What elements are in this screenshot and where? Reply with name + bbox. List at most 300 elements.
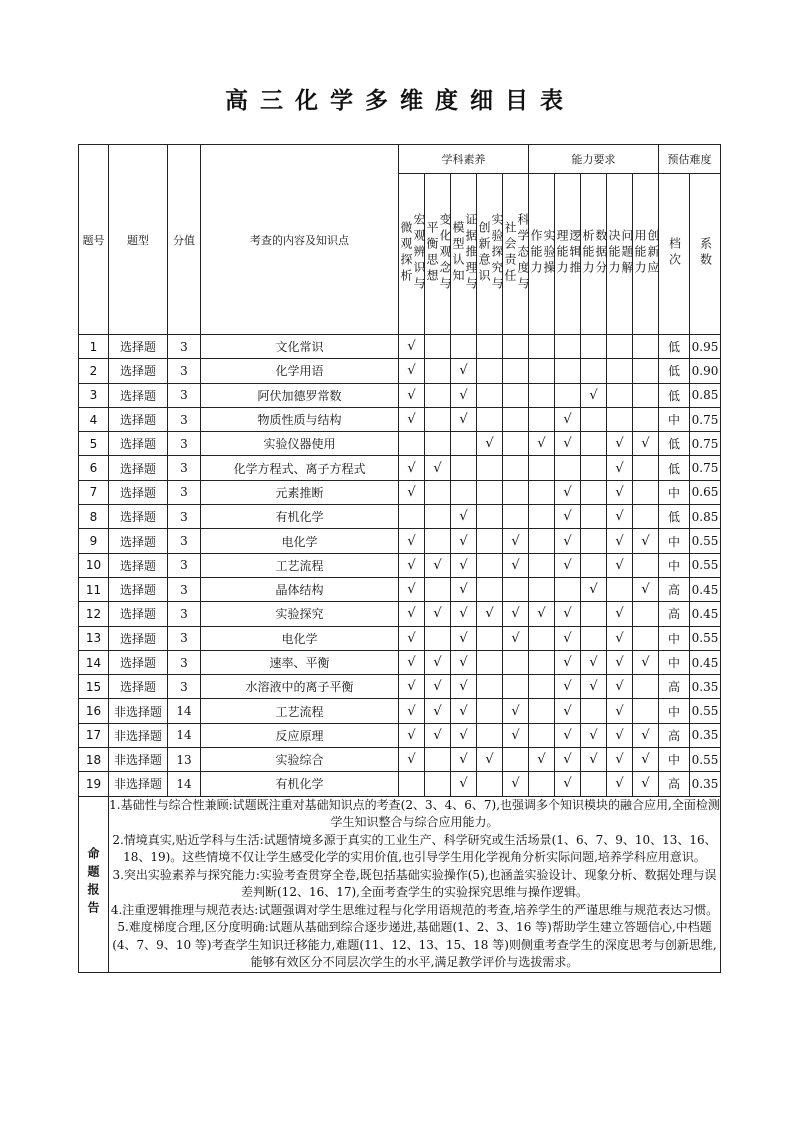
question-score: 3 <box>168 675 201 699</box>
literacy-check-cell: √ <box>451 675 477 699</box>
literacy-check-cell <box>425 748 451 772</box>
ability-check-cell <box>633 699 659 723</box>
report-content <box>109 796 721 972</box>
ability-check-cell <box>633 602 659 626</box>
literacy-check-cell <box>451 480 477 504</box>
literacy-check-cell <box>503 432 529 456</box>
literacy-check-cell <box>503 335 529 359</box>
question-number: 4 <box>79 407 109 431</box>
question-type: 选择题 <box>109 383 168 407</box>
ability-check-cell <box>529 675 555 699</box>
ability-check-cell <box>529 626 555 650</box>
literacy-check-cell: √ <box>425 675 451 699</box>
ability-check-cell <box>633 553 659 577</box>
literacy-check-cell: √ <box>399 723 425 747</box>
literacy-check-cell <box>477 699 503 723</box>
literacy-check-cell: √ <box>451 626 477 650</box>
literacy-check-cell <box>503 359 529 383</box>
literacy-check-cell: √ <box>451 748 477 772</box>
literacy-check-cell: √ <box>399 407 425 431</box>
ability-check-cell: √ <box>529 602 555 626</box>
difficulty-level: 中 <box>659 529 690 553</box>
literacy-check-cell: √ <box>451 723 477 747</box>
ability-check-cell <box>529 505 555 529</box>
literacy-check-cell <box>503 383 529 407</box>
ability-check-cell: √ <box>555 553 581 577</box>
table-row <box>79 529 721 553</box>
literacy-check-cell <box>425 359 451 383</box>
question-number: 2 <box>79 359 109 383</box>
literacy-check-cell <box>503 577 529 601</box>
question-content: 反应原理 <box>201 723 399 747</box>
spec-table <box>78 144 721 973</box>
table-row <box>79 577 721 601</box>
literacy-check-cell: √ <box>399 359 425 383</box>
ability-check-cell: √ <box>607 723 633 747</box>
literacy-check-cell <box>477 407 503 431</box>
literacy-check-cell: √ <box>503 723 529 747</box>
literacy-check-cell <box>477 675 503 699</box>
question-content: 元素推断 <box>201 480 399 504</box>
difficulty-coefficient: 0.85 <box>690 383 721 407</box>
table-row <box>79 723 721 747</box>
question-number: 3 <box>79 383 109 407</box>
literacy-check-cell <box>399 432 425 456</box>
question-number: 12 <box>79 602 109 626</box>
ability-check-cell <box>633 675 659 699</box>
ability-check-cell: √ <box>607 529 633 553</box>
question-number: 1 <box>79 335 109 359</box>
ability-check-cell: √ <box>607 650 633 674</box>
difficulty-level: 高 <box>659 723 690 747</box>
difficulty-coefficient: 0.45 <box>690 650 721 674</box>
ability-check-cell: √ <box>555 699 581 723</box>
ability-check-cell <box>529 699 555 723</box>
ability-check-cell: √ <box>555 505 581 529</box>
question-content: 电化学 <box>201 626 399 650</box>
header-literacy-2: 证据推理与模型认知 <box>451 174 477 335</box>
question-number: 7 <box>79 480 109 504</box>
header-level: 档次 <box>659 174 690 335</box>
header-literacy-0: 宏观辨识与微观探析 <box>399 174 425 335</box>
literacy-check-cell: √ <box>451 383 477 407</box>
report-paragraph: 1.基础性与综合性兼顾:试题既注重对基础知识点的考查(2、3、4、6、7),也强调多个知识模块的融合应用,全面检测学生知识整合与综合应用能力。 <box>109 797 720 830</box>
table-row <box>79 505 721 529</box>
header-ability-1: 逻辑推理能力 <box>555 174 581 335</box>
table-row <box>79 383 721 407</box>
literacy-check-cell: √ <box>399 383 425 407</box>
report-paragraph: 2.情境真实,贴近学科与生活:试题情境多源于真实的工业生产、科学研究或生活场景(1、6、7、9、10、13、16、18、19)。这些情境不仅让学生感受化学的实用价值,也引导学生用化学视角分析实际问题,培养学科应用意识。 <box>112 832 717 865</box>
table-row <box>79 335 721 359</box>
question-content: 工艺流程 <box>201 553 399 577</box>
literacy-check-cell <box>477 505 503 529</box>
ability-check-cell: √ <box>529 748 555 772</box>
header-literacy-1: 变化观念与平衡思想 <box>425 174 451 335</box>
ability-check-cell <box>607 359 633 383</box>
difficulty-coefficient: 0.90 <box>690 359 721 383</box>
ability-check-cell: √ <box>607 602 633 626</box>
question-type: 选择题 <box>109 480 168 504</box>
difficulty-coefficient: 0.55 <box>690 553 721 577</box>
question-type: 非选择题 <box>109 699 168 723</box>
question-type: 选择题 <box>109 650 168 674</box>
literacy-check-cell: √ <box>399 577 425 601</box>
literacy-check-cell <box>503 456 529 480</box>
ability-check-cell <box>529 553 555 577</box>
report-paragraph: 3.突出实验素养与探究能力:实验考查贯穿全卷,既包括基础实验操作(5),也涵盖实验设计、现象分析、数据处理与误差判断(12、16、17),全面考查学生的实验探究思维与操作逻辑。 <box>112 867 717 900</box>
literacy-check-cell: √ <box>477 748 503 772</box>
ability-check-cell <box>607 407 633 431</box>
ability-check-cell: √ <box>581 650 607 674</box>
ability-check-cell: √ <box>607 675 633 699</box>
literacy-check-cell: √ <box>503 699 529 723</box>
question-content: 有机化学 <box>201 505 399 529</box>
literacy-check-cell <box>425 529 451 553</box>
literacy-check-cell: √ <box>451 699 477 723</box>
header-literacy-4: 科学态度与社会责任 <box>503 174 529 335</box>
ability-check-cell <box>529 577 555 601</box>
ability-check-cell: √ <box>555 480 581 504</box>
question-content: 实验探究 <box>201 602 399 626</box>
ability-check-cell <box>633 626 659 650</box>
ability-check-cell: √ <box>607 432 633 456</box>
literacy-check-cell: √ <box>451 359 477 383</box>
question-number: 17 <box>79 723 109 747</box>
table-row <box>79 602 721 626</box>
literacy-check-cell <box>477 456 503 480</box>
literacy-check-cell: √ <box>503 772 529 796</box>
question-score: 3 <box>168 626 201 650</box>
difficulty-coefficient: 0.55 <box>690 626 721 650</box>
literacy-check-cell: √ <box>399 626 425 650</box>
ability-check-cell: √ <box>607 505 633 529</box>
ability-check-cell: √ <box>633 577 659 601</box>
literacy-check-cell <box>477 626 503 650</box>
ability-check-cell <box>607 577 633 601</box>
literacy-check-cell: √ <box>399 650 425 674</box>
question-content: 阿伏加德罗常数 <box>201 383 399 407</box>
report-label: 命题报告 <box>79 796 109 972</box>
question-content: 实验综合 <box>201 748 399 772</box>
literacy-check-cell <box>425 432 451 456</box>
header-ability-4: 创新应用能力 <box>633 174 659 335</box>
difficulty-coefficient: 0.35 <box>690 772 721 796</box>
ability-check-cell: √ <box>581 577 607 601</box>
literacy-check-cell <box>425 577 451 601</box>
difficulty-level: 低 <box>659 359 690 383</box>
question-type: 非选择题 <box>109 723 168 747</box>
header-ability-2: 数据分析能力 <box>581 174 607 335</box>
table-row <box>79 480 721 504</box>
question-type: 选择题 <box>109 359 168 383</box>
difficulty-coefficient: 0.75 <box>690 456 721 480</box>
literacy-check-cell <box>425 407 451 431</box>
difficulty-level: 高 <box>659 577 690 601</box>
header-score: 分值 <box>168 145 201 335</box>
ability-check-cell <box>529 772 555 796</box>
question-type: 选择题 <box>109 675 168 699</box>
question-type: 选择题 <box>109 529 168 553</box>
literacy-check-cell <box>425 335 451 359</box>
question-content: 晶体结构 <box>201 577 399 601</box>
difficulty-level: 中 <box>659 553 690 577</box>
header-literacy-3: 实验探究与创新意识 <box>477 174 503 335</box>
literacy-check-cell: √ <box>451 553 477 577</box>
question-number: 19 <box>79 772 109 796</box>
ability-check-cell <box>607 383 633 407</box>
ability-check-cell <box>555 359 581 383</box>
ability-check-cell <box>633 335 659 359</box>
literacy-check-cell: √ <box>451 505 477 529</box>
question-number: 16 <box>79 699 109 723</box>
ability-check-cell <box>581 699 607 723</box>
literacy-check-cell: √ <box>503 529 529 553</box>
ability-check-cell: √ <box>581 383 607 407</box>
ability-check-cell: √ <box>555 626 581 650</box>
question-type: 选择题 <box>109 577 168 601</box>
literacy-check-cell: √ <box>477 602 503 626</box>
literacy-check-cell: √ <box>399 699 425 723</box>
ability-check-cell: √ <box>555 529 581 553</box>
difficulty-coefficient: 0.75 <box>690 432 721 456</box>
ability-check-cell: √ <box>607 480 633 504</box>
ability-check-cell <box>633 383 659 407</box>
literacy-check-cell: √ <box>425 699 451 723</box>
ability-check-cell: √ <box>581 723 607 747</box>
ability-check-cell <box>581 626 607 650</box>
ability-check-cell: √ <box>555 432 581 456</box>
header-type: 题型 <box>109 145 168 335</box>
header-literacy-group: 学科素养 <box>399 145 529 174</box>
ability-check-cell <box>529 529 555 553</box>
difficulty-level: 高 <box>659 675 690 699</box>
question-score: 3 <box>168 553 201 577</box>
literacy-check-cell <box>503 407 529 431</box>
difficulty-level: 低 <box>659 432 690 456</box>
question-content: 化学用语 <box>201 359 399 383</box>
difficulty-level: 中 <box>659 748 690 772</box>
header-content: 考查的内容及知识点 <box>201 145 399 335</box>
literacy-check-cell: √ <box>451 650 477 674</box>
table-row <box>79 407 721 431</box>
question-content: 速率、平衡 <box>201 650 399 674</box>
header-ability-group: 能力要求 <box>529 145 659 174</box>
ability-check-cell <box>555 383 581 407</box>
ability-check-cell: √ <box>633 723 659 747</box>
literacy-check-cell <box>477 772 503 796</box>
table-row <box>79 772 721 796</box>
question-type: 选择题 <box>109 602 168 626</box>
difficulty-level: 中 <box>659 650 690 674</box>
ability-check-cell: √ <box>555 407 581 431</box>
question-number: 13 <box>79 626 109 650</box>
literacy-check-cell <box>399 772 425 796</box>
ability-check-cell: √ <box>555 602 581 626</box>
question-type: 选择题 <box>109 456 168 480</box>
question-score: 14 <box>168 699 201 723</box>
difficulty-level: 低 <box>659 383 690 407</box>
literacy-check-cell <box>425 383 451 407</box>
question-score: 3 <box>168 480 201 504</box>
question-content: 电化学 <box>201 529 399 553</box>
ability-check-cell <box>581 602 607 626</box>
difficulty-coefficient: 0.55 <box>690 748 721 772</box>
question-score: 3 <box>168 456 201 480</box>
literacy-check-cell: √ <box>425 723 451 747</box>
difficulty-level: 低 <box>659 456 690 480</box>
literacy-check-cell <box>477 553 503 577</box>
question-content: 有机化学 <box>201 772 399 796</box>
difficulty-level: 中 <box>659 407 690 431</box>
question-content: 水溶液中的离子平衡 <box>201 675 399 699</box>
question-score: 3 <box>168 407 201 431</box>
question-number: 9 <box>79 529 109 553</box>
ability-check-cell <box>633 505 659 529</box>
literacy-check-cell <box>503 748 529 772</box>
difficulty-level: 高 <box>659 772 690 796</box>
difficulty-level: 中 <box>659 480 690 504</box>
table-row <box>79 626 721 650</box>
ability-check-cell: √ <box>607 456 633 480</box>
page-title: 高三化学多维度细目表 <box>225 88 575 114</box>
question-score: 3 <box>168 359 201 383</box>
question-content: 工艺流程 <box>201 699 399 723</box>
literacy-check-cell <box>425 505 451 529</box>
literacy-check-cell <box>399 505 425 529</box>
literacy-check-cell: √ <box>399 553 425 577</box>
literacy-check-cell: √ <box>425 602 451 626</box>
ability-check-cell <box>581 529 607 553</box>
question-number: 5 <box>79 432 109 456</box>
table-row <box>79 650 721 674</box>
table-row <box>79 359 721 383</box>
header-no: 题号 <box>79 145 109 335</box>
ability-check-cell: √ <box>607 772 633 796</box>
literacy-check-cell: √ <box>399 748 425 772</box>
ability-check-cell: √ <box>607 553 633 577</box>
ability-check-cell <box>581 407 607 431</box>
literacy-check-cell <box>477 383 503 407</box>
difficulty-coefficient: 0.75 <box>690 407 721 431</box>
ability-check-cell <box>529 480 555 504</box>
ability-check-cell <box>529 456 555 480</box>
header-ability-3: 问题解决能力 <box>607 174 633 335</box>
ability-check-cell <box>581 505 607 529</box>
literacy-check-cell: √ <box>399 602 425 626</box>
literacy-check-cell <box>503 675 529 699</box>
ability-check-cell <box>581 359 607 383</box>
question-number: 8 <box>79 505 109 529</box>
ability-check-cell: √ <box>555 748 581 772</box>
question-score: 3 <box>168 650 201 674</box>
difficulty-coefficient: 0.55 <box>690 699 721 723</box>
literacy-check-cell <box>425 480 451 504</box>
table-row <box>79 699 721 723</box>
literacy-check-cell: √ <box>503 626 529 650</box>
question-type: 选择题 <box>109 432 168 456</box>
ability-check-cell <box>581 553 607 577</box>
literacy-check-cell <box>477 529 503 553</box>
ability-check-cell <box>607 335 633 359</box>
ability-check-cell: √ <box>555 772 581 796</box>
ability-check-cell <box>555 335 581 359</box>
ability-check-cell: √ <box>607 748 633 772</box>
ability-check-cell <box>633 359 659 383</box>
question-score: 14 <box>168 723 201 747</box>
literacy-check-cell <box>477 480 503 504</box>
literacy-check-cell: √ <box>451 602 477 626</box>
literacy-check-cell: √ <box>477 432 503 456</box>
difficulty-coefficient: 0.45 <box>690 602 721 626</box>
difficulty-level: 中 <box>659 699 690 723</box>
literacy-check-cell <box>425 626 451 650</box>
table-row <box>79 675 721 699</box>
difficulty-coefficient: 0.35 <box>690 675 721 699</box>
header-ability-0: 实验操作能力 <box>529 174 555 335</box>
ability-check-cell: √ <box>633 432 659 456</box>
question-score: 3 <box>168 335 201 359</box>
ability-check-cell <box>581 432 607 456</box>
question-content: 物质性质与结构 <box>201 407 399 431</box>
ability-check-cell <box>529 359 555 383</box>
literacy-check-cell: √ <box>451 529 477 553</box>
question-number: 15 <box>79 675 109 699</box>
literacy-check-cell <box>503 650 529 674</box>
ability-check-cell <box>581 456 607 480</box>
ability-check-cell <box>633 407 659 431</box>
question-type: 非选择题 <box>109 772 168 796</box>
ability-check-cell <box>529 650 555 674</box>
question-score: 13 <box>168 748 201 772</box>
ability-check-cell <box>581 772 607 796</box>
literacy-check-cell <box>425 772 451 796</box>
ability-check-cell <box>581 335 607 359</box>
literacy-check-cell: √ <box>451 772 477 796</box>
question-score: 3 <box>168 505 201 529</box>
question-number: 11 <box>79 577 109 601</box>
report-paragraph: 4.注重逻辑推理与规范表达:试题强调对学生思维过程与化学用语规范的考查,培养学生的严谨思维与规范表达习惯。 <box>110 902 719 917</box>
literacy-check-cell <box>477 723 503 747</box>
literacy-check-cell <box>451 335 477 359</box>
difficulty-level: 低 <box>659 505 690 529</box>
ability-check-cell: √ <box>633 772 659 796</box>
question-number: 6 <box>79 456 109 480</box>
difficulty-coefficient: 0.35 <box>690 723 721 747</box>
ability-check-cell: √ <box>555 723 581 747</box>
question-number: 14 <box>79 650 109 674</box>
literacy-check-cell <box>451 432 477 456</box>
literacy-check-cell <box>503 480 529 504</box>
literacy-check-cell <box>451 456 477 480</box>
ability-check-cell: √ <box>555 675 581 699</box>
question-score: 3 <box>168 602 201 626</box>
table-row <box>79 456 721 480</box>
question-score: 3 <box>168 383 201 407</box>
question-content: 实验仪器使用 <box>201 432 399 456</box>
ability-check-cell: √ <box>529 432 555 456</box>
ability-check-cell <box>529 335 555 359</box>
difficulty-coefficient: 0.55 <box>690 529 721 553</box>
literacy-check-cell: √ <box>399 480 425 504</box>
literacy-check-cell: √ <box>399 456 425 480</box>
question-type: 选择题 <box>109 335 168 359</box>
literacy-check-cell <box>477 335 503 359</box>
ability-check-cell: √ <box>633 529 659 553</box>
ability-check-cell: √ <box>607 699 633 723</box>
literacy-check-cell: √ <box>425 650 451 674</box>
header-difficulty-group: 预估难度 <box>659 145 721 174</box>
literacy-check-cell: √ <box>399 335 425 359</box>
